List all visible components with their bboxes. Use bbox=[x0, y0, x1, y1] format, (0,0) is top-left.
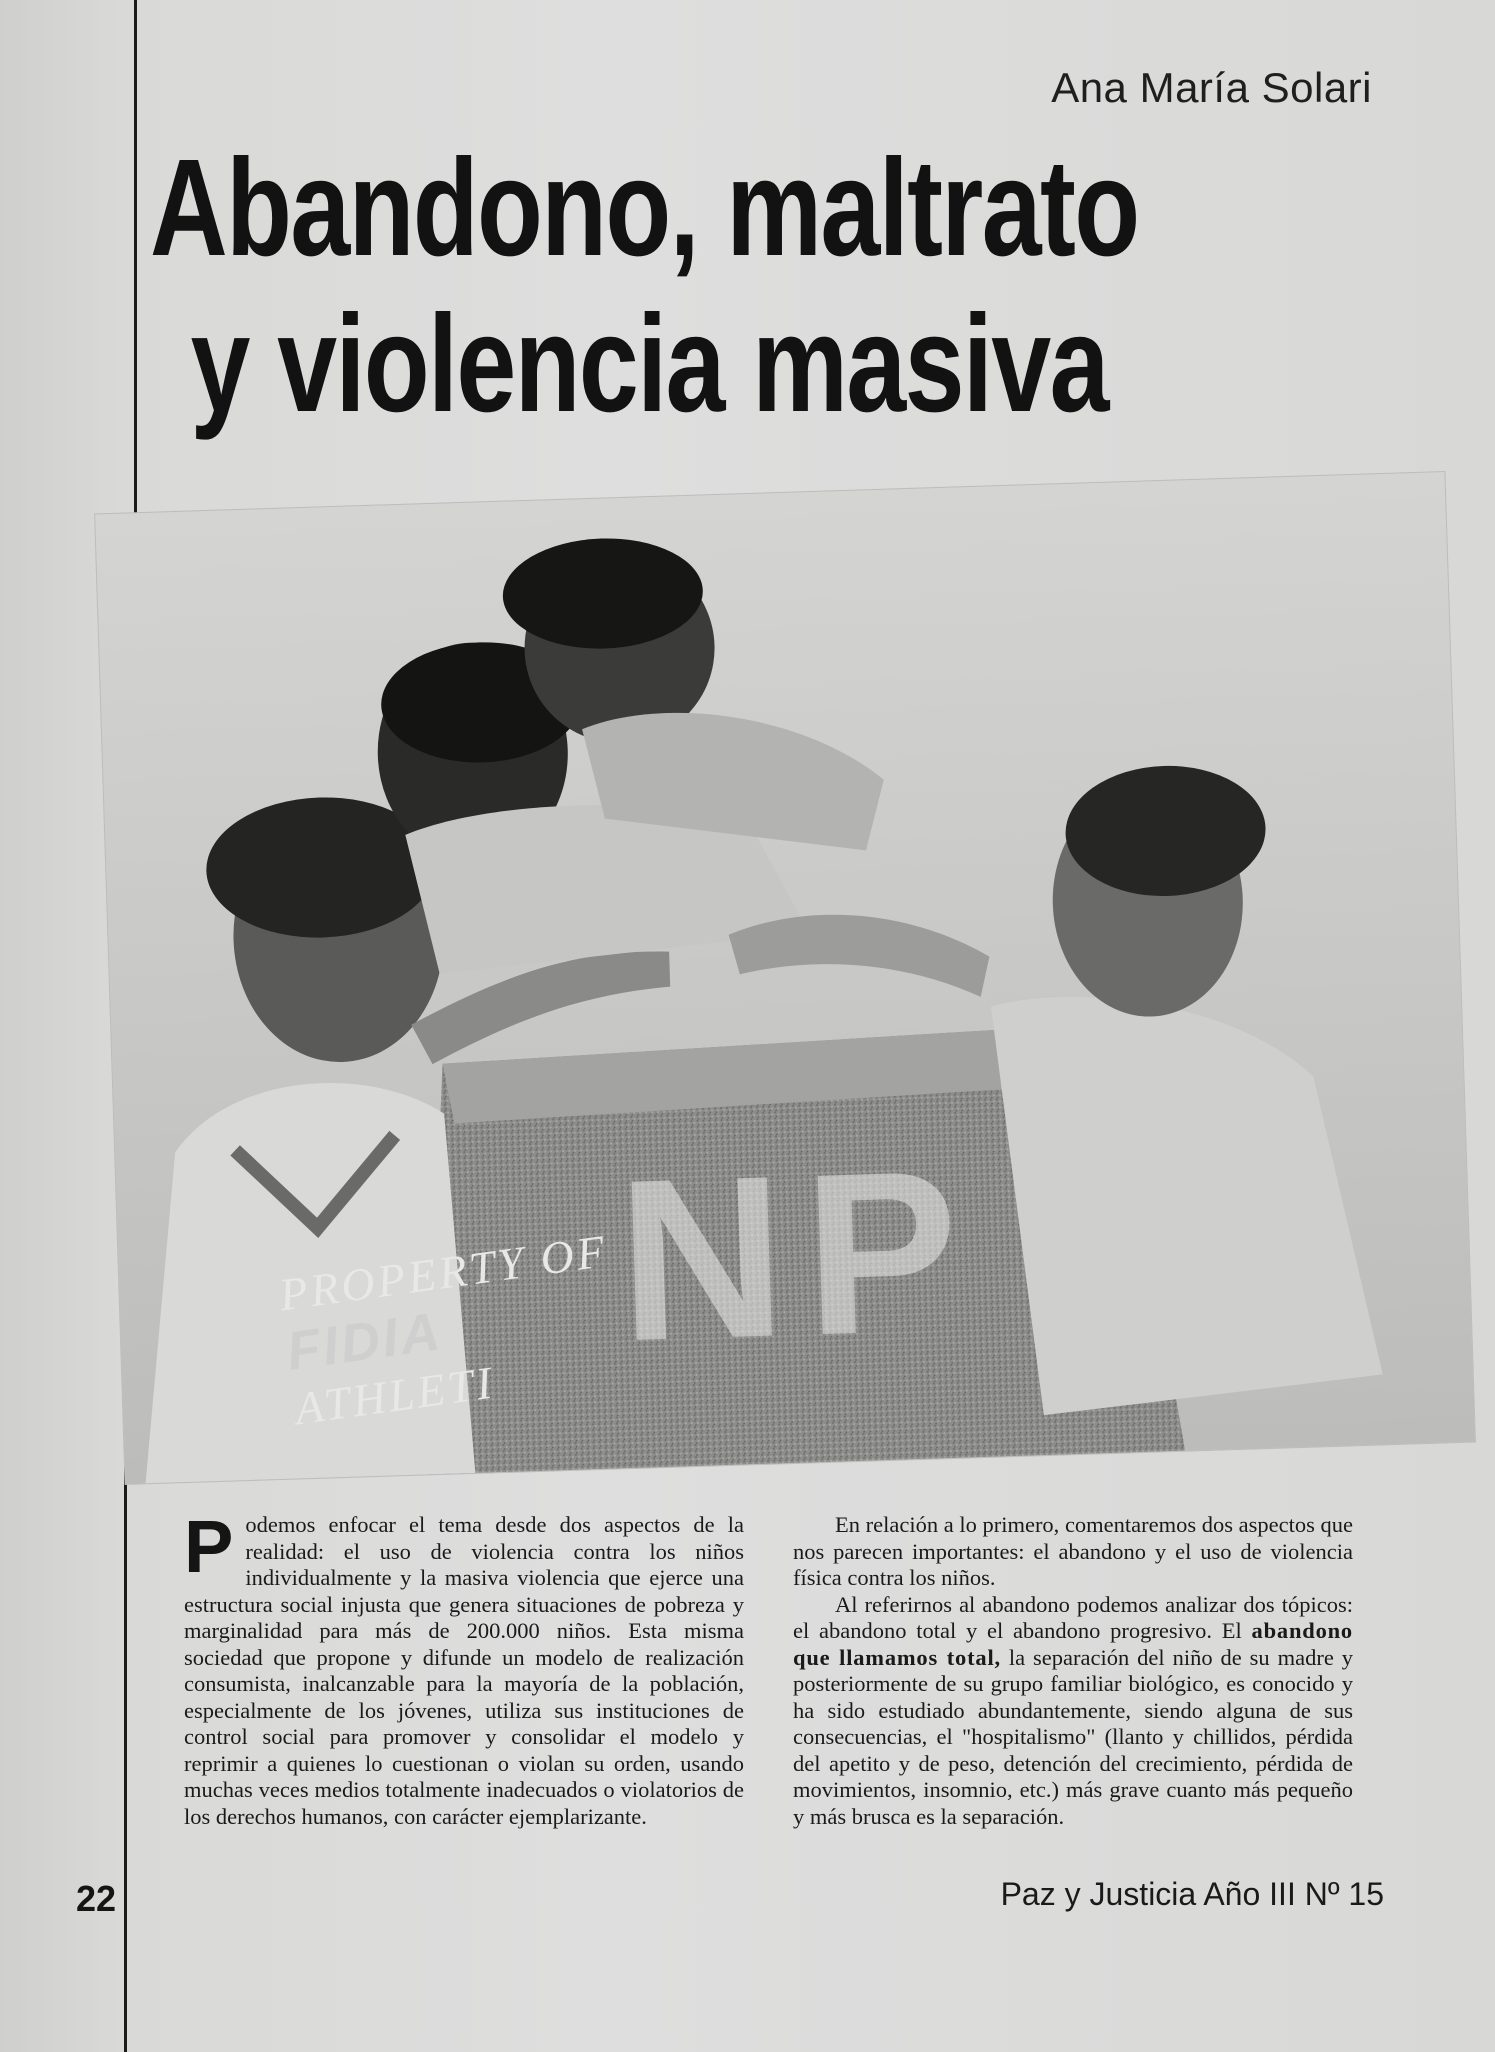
paragraph-right-2-b: la separación del niño de su madre y posteriormente de su grupo familiar biológico, es conocido y ha sido estudiado abundantemente, siendo alguna de sus consecuencias, el "hospitalismo" (llanto y chillidos, pérdida del apetito y de peso, detención del crecimiento, pérdida de movimientos, insomnio, etc.) más grave cuanto más pequeño y más brusca es la separación. bbox=[793, 1644, 1353, 1829]
shirt-print-line-2: FIDIA bbox=[283, 1301, 447, 1382]
paragraph-right-2-bold: abandono que llamamos total, bbox=[793, 1618, 1353, 1670]
title-line-1: Abandono, maltrato bbox=[150, 131, 1139, 285]
shirt-print-line-1: PROPERTY OF bbox=[276, 1224, 611, 1321]
shirt-print-line-3: ATHLETI bbox=[291, 1356, 498, 1435]
paragraph-right-2-a: Al referirnos al abandono podemos analizar dos tópicos: el abandono total y el abandono progresivo. El bbox=[793, 1591, 1353, 1643]
article-photo bbox=[95, 472, 1475, 1484]
paragraph-right-1: En relación a lo primero, comentaremos dos aspectos que nos parecen importantes: el abandono y el uso de violencia física contra los niños. bbox=[793, 1512, 1353, 1590]
drop-cap: P bbox=[184, 1505, 234, 1588]
stone-lettering: NP bbox=[614, 1121, 983, 1390]
title-line-2: y violencia masiva bbox=[190, 287, 1108, 441]
vertical-rule-top bbox=[134, 0, 137, 572]
paragraph-intro-text: odemos enfocar el tema desde dos aspectos de la realidad: el uso de violencia contra los niños individualmente y la masiva violencia que ejerce una estructura social injusta que genera situaciones de pobreza y marginalidad para más de 200.000 niños. Esta misma sociedad que propone y difunde un modelo de realización consumista, inalcanzable para la mayoría de la población, especialmente de los jóvenes, utiliza sus instituciones de control social para promover y consolidar el modelo y reprimir a quienes lo cuestionan o violan su orden, usando muchas veces medios totalmente inadecuados o violatorios de los derechos humanos, con carácter ejemplarizante. bbox=[184, 1512, 744, 1829]
author-name: Ana María Solari bbox=[1051, 64, 1372, 111]
paragraph-intro bbox=[184, 1505, 744, 1830]
publication-footer: Paz y Justicia Año III Nº 15 bbox=[1000, 1876, 1384, 1912]
page-number: 22 bbox=[76, 1878, 117, 1919]
article-title bbox=[150, 130, 1139, 442]
paragraph-right-2 bbox=[793, 1592, 1353, 1831]
body-column-left bbox=[184, 1505, 744, 1830]
body-column-right bbox=[793, 1512, 1353, 1830]
